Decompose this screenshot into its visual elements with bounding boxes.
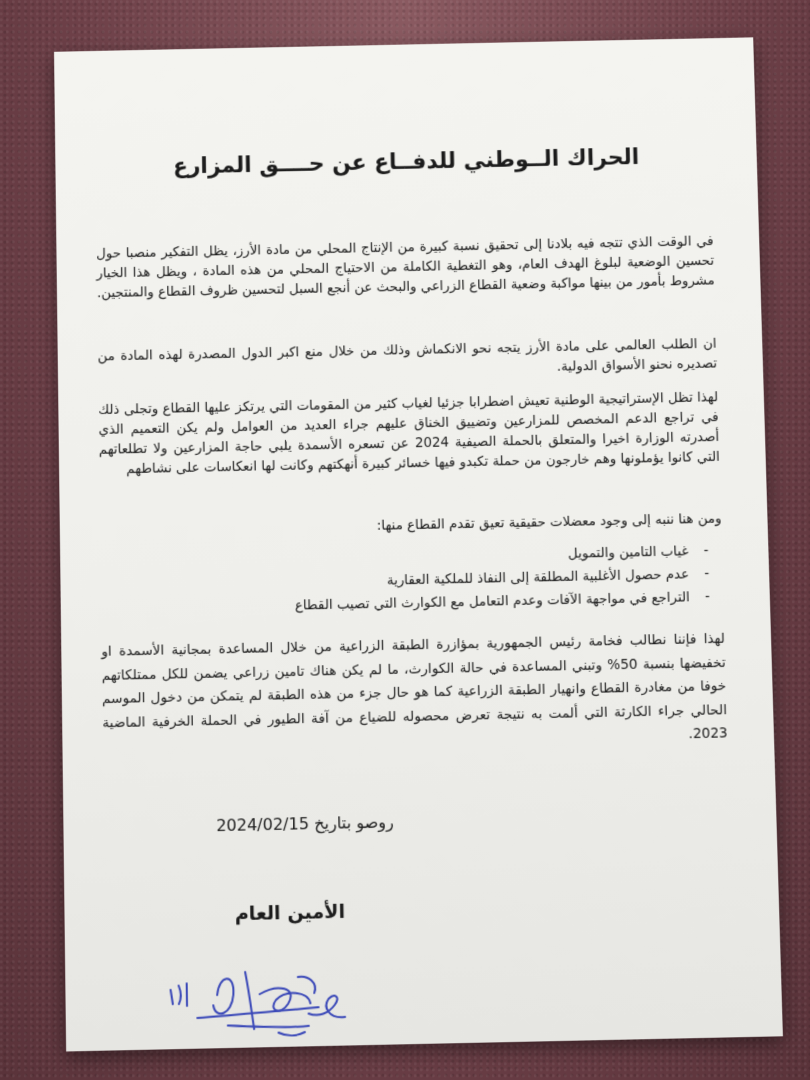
- paragraph-1: في الوقت الذي تتجه فيه بلادنا إلى تحقيق نسبة كبيرة من الإنتاج المحلي من مادة الأرز، يظل التفكير منصبا حول تحسين الوضعية لبلوغ الهدف العام، وهو التغطية الكاملة من الاحتياج المحلي من هذه المادة ، ويظل هذا الخيار مشروط بأمور من بينها مواكبة وضعية القطاع الزراعي والبحث عن أنجع السبل لتحسين ظروف القطاع والمنتجين.: [96, 234, 715, 302]
- paragraph-3: لهذا تظل الإستراتيجية الوطنية تعيش اضطرابا جزئيا لغياب كثير من المقومات التي يرتكز عليها القطاع وتجلى ذلك في تراجع الدعم المخصص للمزارعين وتضييق الخناق عليهم جراء العديد من العوامل ولم يكن التعميم الذي أصدرته الوزارة اخيرا والمتعلق بالحملة الصيفية 2024 عن تسعره الأسمدة يلبي حاجة المزارعين ولا تطلعاتهم التي كانوا يؤملونها وهم خارجون من حملة تكبدو فيها خسائر كبيرة أنهكتهم وكانت لها انعكاسات على نشاطهم: [98, 390, 720, 478]
- list-item: - عدم حصول الأغلبية المطلقة إلى النفاذ للملكية العقارية: [180, 563, 709, 597]
- date-line: روصو بتاريخ 2024/02/15: [216, 812, 394, 836]
- paragraph-2: ان الطلب العالمي على مادة الأرز يتجه نحو الانكماش وذلك من خلال منع اكبر الدول المصدرة لهذه المادة من تصديره نحنو الأسواق الدولية.: [97, 336, 718, 375]
- signatory-title: الأمين العام: [234, 900, 346, 926]
- closing-paragraph: لهذا فإننا نطالب فخامة رئيس الجمهورية بمؤازرة الطبقة الزراعية من خلال المساعدة بمجانية الأسمدة او تخفيضها بنسبة 50% وتبني المساعدة في حالة الكوارث، ما لم يكن هناك تامين زراعي يضمن للكل ممتلكاتهم خوفا من مغادرة القطاع وانهيار الطبقة الزراعية كما هو حال جزء من هذه الطبقة لم يتمكن من دخول الموسم الحالي جراء الكارثة التي ألمت به نتيجة تعرض محصوله للضياع من آفة الطيور في الحملة الخرفية الماضية 2023.: [101, 630, 728, 743]
- list-item: - التراجع في مواجهة الآفات وعدم التعامل مع الكوارث التي تصيب القطاع: [181, 586, 710, 620]
- letter-page: [54, 37, 783, 1051]
- document-title: الحراك الــوطني للدفــاع عن حــــق المزارع: [172, 145, 640, 180]
- paragraph-4: ومن هنا ننبه إلى وجود معضلات حقيقية تعيق تقدم القطاع منها:: [376, 511, 722, 534]
- issues-list: [180, 540, 710, 620]
- list-item: - غياب التامين والتمويل: [180, 540, 709, 574]
- handwritten-signature: [156, 951, 380, 1048]
